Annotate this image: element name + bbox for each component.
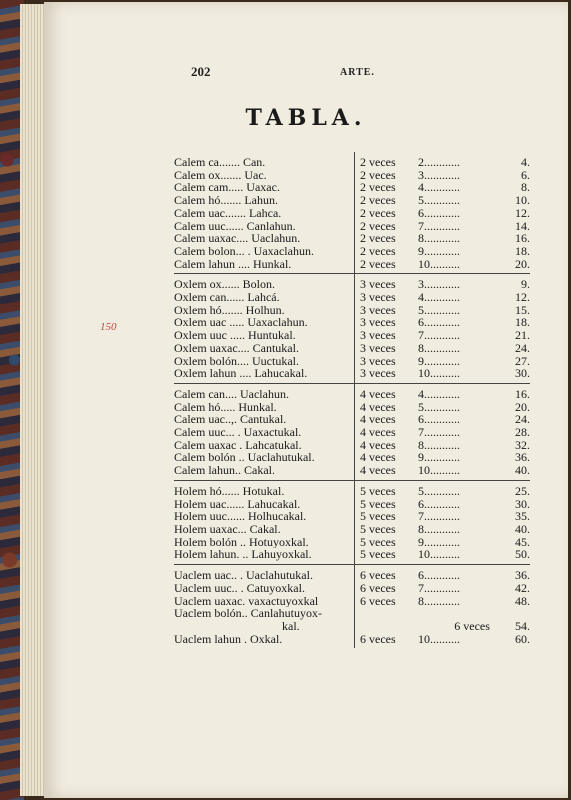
table-row <box>174 367 530 380</box>
table-row <box>174 304 530 317</box>
product: 42. <box>515 580 530 595</box>
maya-term: Calem can.... Uaclahun. <box>174 387 289 401</box>
times-label: 6 veces <box>454 618 490 633</box>
product: 12. <box>515 205 530 220</box>
maya-term: Holem bolón .. Hotuyoxkal. <box>174 535 309 549</box>
table-row <box>174 510 530 523</box>
maya-term: Oxlem hó....... Holhun. <box>174 303 285 317</box>
times-label <box>354 607 418 620</box>
table-row <box>174 220 530 233</box>
book-page <box>44 2 568 798</box>
multiplier: 9............ <box>418 354 460 368</box>
product: 48. <box>515 593 530 608</box>
table-row <box>174 342 530 355</box>
times-label: 4 veces <box>360 399 396 414</box>
multiplier: 8............ <box>418 341 460 355</box>
maya-term: Calem lahun .... Hunkal. <box>174 257 292 271</box>
times-label: 5 veces <box>360 483 396 498</box>
table-row <box>174 291 530 304</box>
product: 50. <box>515 547 530 562</box>
table-row <box>174 498 530 511</box>
multiplier: 3............ <box>418 278 460 292</box>
product: 27. <box>515 353 530 368</box>
multiplier: 5............ <box>418 303 460 317</box>
multiplier: 9............ <box>418 451 460 465</box>
product: 21. <box>515 328 530 343</box>
table-row <box>174 278 530 291</box>
multiplier: 9............ <box>418 244 460 258</box>
multiplier: 3............ <box>418 168 460 182</box>
multiplier: 6............ <box>418 316 460 330</box>
multiplier: 5............ <box>418 400 460 414</box>
page-number: 202 <box>191 64 211 79</box>
times-label: 4 veces <box>360 437 396 452</box>
product: 10. <box>515 193 530 208</box>
product: 6. <box>521 167 530 182</box>
product: 35. <box>515 509 530 524</box>
maya-term: Calem uac....... Lahca. <box>174 206 282 220</box>
product: 20. <box>515 256 530 271</box>
maya-term: Oxlem ox...... Bolon. <box>174 278 275 292</box>
maya-term: Oxlem uac ..... Uaxaclahun. <box>174 316 308 330</box>
times-label: 5 veces <box>360 521 396 536</box>
table-row <box>174 548 530 561</box>
multiplier: 7............ <box>418 219 460 233</box>
maya-term: Calem ox....... Uac. <box>174 168 267 182</box>
maya-term: Holem uaxac... Cakal. <box>174 522 281 536</box>
maya-term: Calem bolón .. Uaclahutukal. <box>174 451 315 465</box>
maya-term: Uaclem uaxac. vaxactuyoxkal <box>174 594 319 608</box>
maya-term: Uaclem lahun . Oxkal. <box>174 632 283 646</box>
product: 8. <box>521 180 530 195</box>
product: 14. <box>515 218 530 233</box>
product: 30. <box>515 496 530 511</box>
multiplier: 10.......... <box>418 548 460 562</box>
multiplier <box>418 607 506 620</box>
running-head: ARTE. <box>340 67 375 78</box>
times-label: 5 veces <box>360 509 396 524</box>
maya-term: Oxlem uuc ..... Huntukal. <box>174 329 296 342</box>
table-row <box>174 536 530 549</box>
table-row <box>174 607 530 620</box>
product: 15. <box>515 302 530 317</box>
table-row <box>174 633 530 646</box>
times-label: 2 veces <box>360 231 396 246</box>
table-row <box>174 169 530 182</box>
table-row <box>174 232 530 245</box>
maya-term: Oxlem uaxac.... Cantukal. <box>174 341 299 355</box>
multiplier: 6............ <box>418 497 460 511</box>
times-label: 5 veces <box>360 547 396 562</box>
product: 40. <box>515 463 530 478</box>
times-label: 3 veces <box>360 353 396 368</box>
table-row <box>174 439 530 452</box>
multiplier: 5............ <box>418 194 460 207</box>
table-row <box>174 451 530 464</box>
multiplier: 5............ <box>418 484 460 498</box>
times-label: 5 veces <box>360 534 396 549</box>
maya-term: Calem lahun.. Cakal. <box>174 464 275 477</box>
multiplier: 10.......... <box>418 464 460 477</box>
times-label: 6 veces <box>360 568 396 583</box>
maya-term: Calem hó..... Hunkal. <box>174 400 277 414</box>
maya-term: Uaclem bolón.. Canlahutuyox- <box>174 607 322 620</box>
times-label: 4 veces <box>360 450 396 465</box>
multiplier: 7............ <box>418 426 460 439</box>
margin-note: 150 <box>100 321 117 333</box>
times-label: 2 veces <box>360 256 396 271</box>
table-row <box>174 207 530 220</box>
maya-term: Oxlem bolón.... Uuctukal. <box>174 354 299 368</box>
page-header <box>44 62 568 82</box>
maya-term: Calem uaxac.... Uaclahun. <box>174 232 301 245</box>
multiplier: 4............ <box>418 291 460 304</box>
product: 20. <box>515 399 530 414</box>
times-label: 2 veces <box>360 193 396 208</box>
maya-term: kal. <box>282 619 300 633</box>
table-block <box>174 152 530 273</box>
multiplier: 8............ <box>418 232 460 245</box>
maya-term: Oxlem lahun .... Lahucakal. <box>174 367 308 380</box>
multiplier: 8............ <box>418 594 460 608</box>
times-label: 2 veces <box>360 155 396 169</box>
multiplier: 2............ <box>418 156 460 169</box>
times-label: 4 veces <box>360 463 396 478</box>
table-row <box>174 413 530 426</box>
multiplier: 6............ <box>418 206 460 220</box>
product: 24. <box>515 340 530 355</box>
product: 40. <box>515 521 530 536</box>
multiplier: 7............ <box>418 329 460 342</box>
table-row <box>174 355 530 368</box>
product: 24. <box>515 412 530 427</box>
maya-term: Calem hó....... Lahun. <box>174 194 278 207</box>
table-block <box>174 273 530 383</box>
table-row <box>174 194 530 207</box>
times-label: 2 veces <box>360 243 396 258</box>
table-row <box>174 582 530 595</box>
product: 18. <box>515 243 530 258</box>
table-row <box>174 485 530 498</box>
product: 36. <box>515 568 530 583</box>
maya-term: Holem hó...... Hotukal. <box>174 484 285 498</box>
maya-term: Oxlem can...... Lahcá. <box>174 291 280 304</box>
multiplier: 9............ <box>418 535 460 549</box>
product: 36. <box>515 450 530 465</box>
maya-term: Calem cam..... Uaxac. <box>174 181 280 195</box>
maya-term: Uaclem uuc.. . Catuyoxkal. <box>174 581 305 595</box>
times-label: 3 veces <box>360 302 396 317</box>
table-row <box>174 401 530 414</box>
table-row <box>174 426 530 439</box>
times-label: 6 veces <box>360 631 396 646</box>
multiplier: 10.......... <box>418 257 460 271</box>
maya-term: Calem uuc...... Canlahun. <box>174 219 296 233</box>
maya-term: Calem bolon... . Uaxaclahun. <box>174 244 314 258</box>
product: 45. <box>515 534 530 549</box>
times-label: 2 veces <box>360 180 396 195</box>
maya-term: Holem uac...... Lahucakal. <box>174 497 301 511</box>
page-title: TABLA. <box>245 105 367 131</box>
maya-term: Holem lahun. .. Lahuyoxkal. <box>174 548 312 562</box>
times-label: 3 veces <box>360 366 396 381</box>
table-row <box>174 388 530 401</box>
times-label: 3 veces <box>360 277 396 292</box>
multiplier: 10.......... <box>418 632 460 646</box>
table-row <box>174 464 530 477</box>
multiplier: 4............ <box>418 181 460 195</box>
table-row <box>174 258 530 271</box>
table-block <box>174 383 530 480</box>
times-label: 3 veces <box>360 340 396 355</box>
table-row <box>174 181 530 194</box>
table-row <box>174 329 530 342</box>
table-block <box>174 564 530 648</box>
product: 32. <box>515 437 530 452</box>
product: 54. <box>515 618 531 633</box>
times-label: 6 veces <box>360 593 396 608</box>
times-label: 3 veces <box>360 328 396 343</box>
times-label: 3 veces <box>360 290 396 305</box>
maya-term: Uaclem uac.. . Uaclahutukal. <box>174 569 313 582</box>
maya-term: Calem uaxac . Lahcatukal. <box>174 438 302 452</box>
table-row <box>174 595 530 608</box>
maya-term: Calem uuc... . Uaxactukal. <box>174 426 302 439</box>
product: 9. <box>521 277 530 292</box>
times-label: 5 veces <box>360 496 396 511</box>
table-row <box>174 316 530 329</box>
product: 28. <box>515 425 530 440</box>
multiplier: 10.......... <box>418 367 460 380</box>
multiplier: 6............ <box>418 569 460 582</box>
product: 4. <box>521 155 530 169</box>
maya-term: Calem ca....... Can. <box>174 156 266 169</box>
maya-term: Holem uuc...... Holhucakal. <box>174 510 307 523</box>
times-label: 2 veces <box>360 205 396 220</box>
maya-term: Calem uac..,. Cantukal. <box>174 413 287 427</box>
table-row <box>174 523 530 536</box>
times-label: 2 veces <box>360 167 396 182</box>
product <box>506 607 530 620</box>
table-row <box>174 569 530 582</box>
product: 30. <box>515 366 530 381</box>
product: 18. <box>515 315 530 330</box>
table-row <box>174 245 530 258</box>
multiplier: 7............ <box>418 510 460 523</box>
times-label: 4 veces <box>360 425 396 440</box>
times-label: 6 veces <box>360 580 396 595</box>
multiplier: 8............ <box>418 438 460 452</box>
times-label: 4 veces <box>360 386 396 401</box>
multiplier: 6............ <box>418 413 460 427</box>
times-label: 3 veces <box>360 315 396 330</box>
multiplier: 4............ <box>418 387 460 401</box>
multiplication-table <box>174 152 530 648</box>
page-edges <box>20 4 47 796</box>
product: 16. <box>515 231 530 246</box>
multiplier: 7............ <box>418 581 460 595</box>
product: 12. <box>515 290 530 305</box>
table-row <box>174 156 530 169</box>
multiplier: 8............ <box>418 522 460 536</box>
product: 16. <box>515 386 530 401</box>
times-label: 2 veces <box>360 218 396 233</box>
table-row <box>174 620 530 633</box>
times-label: 4 veces <box>360 412 396 427</box>
product: 60. <box>515 631 530 646</box>
table-block <box>174 480 530 564</box>
product: 25. <box>515 483 530 498</box>
